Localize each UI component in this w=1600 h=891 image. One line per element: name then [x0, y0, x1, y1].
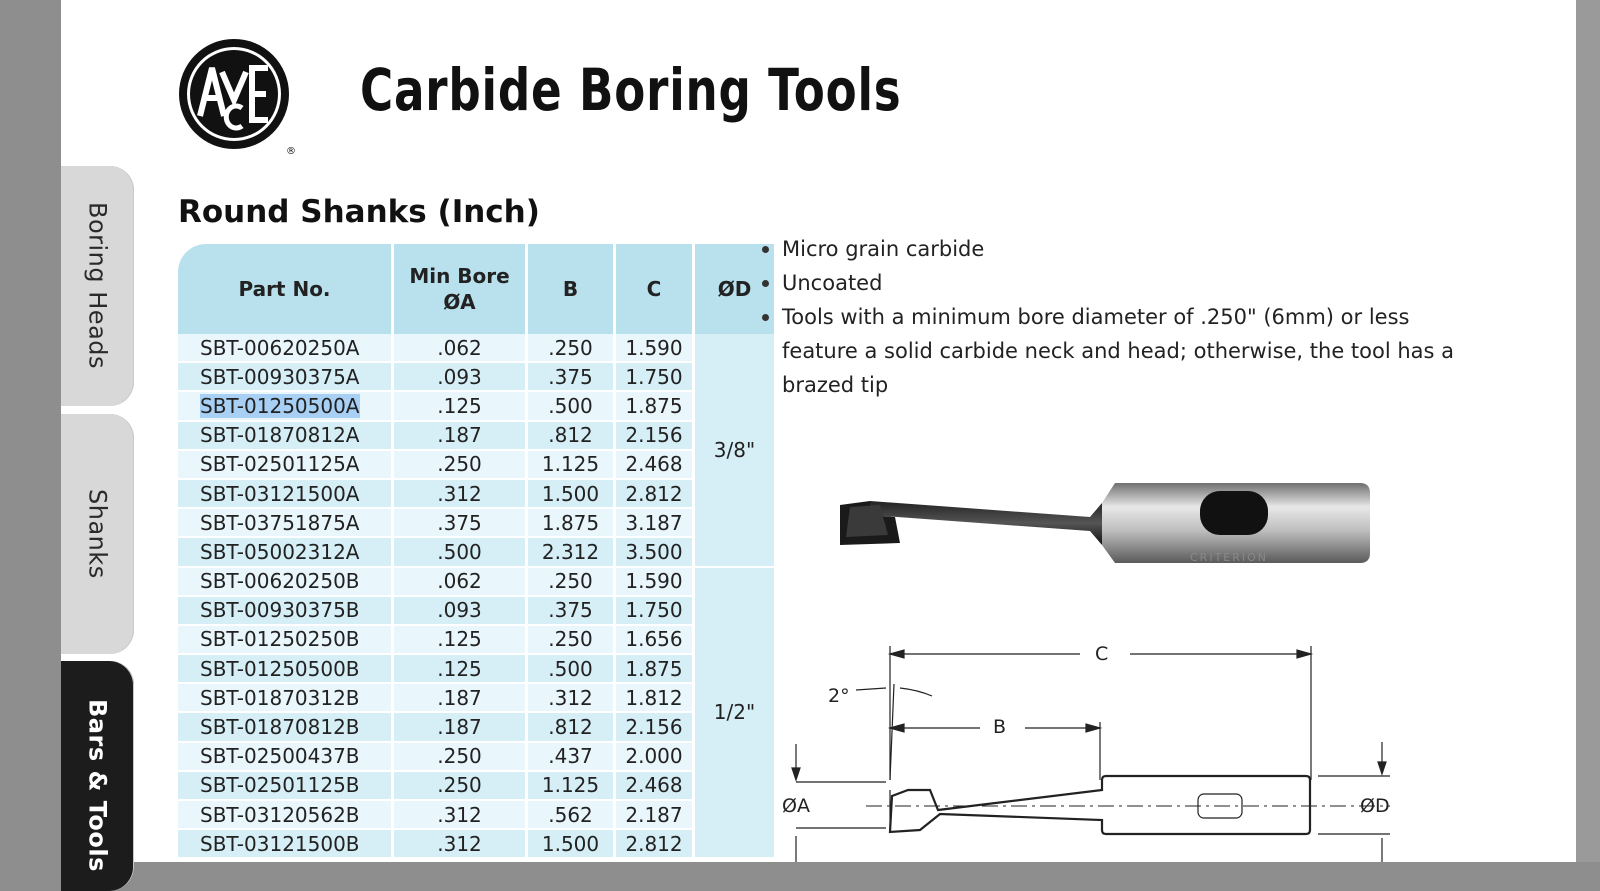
part-number-cell	[178, 451, 394, 480]
part-number-cell	[178, 772, 394, 801]
min-bore-cell	[394, 538, 528, 567]
table-body	[178, 334, 774, 859]
min-bore-cell	[394, 597, 528, 626]
b-cell	[528, 626, 616, 655]
min-bore-cell-text: .093	[437, 598, 482, 623]
b-cell-text: .562	[548, 802, 593, 827]
b-cell	[528, 363, 616, 392]
min-bore-cell-text: .187	[437, 685, 482, 710]
header-min-bore: Min Bore ØA	[394, 244, 528, 334]
table-row	[178, 422, 774, 451]
min-bore-cell-text: .062	[437, 569, 482, 594]
part-number-cell	[178, 655, 394, 684]
table-header-row	[178, 244, 774, 334]
c-cell	[616, 568, 695, 597]
min-bore-cell	[394, 480, 528, 509]
table-row	[178, 480, 774, 509]
b-cell-text: 2.312	[541, 539, 600, 564]
min-bore-cell-text: .250	[437, 744, 482, 769]
c-cell	[616, 334, 695, 363]
b-cell	[528, 801, 616, 830]
min-bore-cell-text: .250	[437, 452, 482, 477]
b-cell	[528, 655, 616, 684]
part-number-cell-text[interactable]: SBT-02501125B	[200, 773, 360, 798]
min-bore-cell-text: .187	[437, 715, 482, 740]
b-cell-text: .812	[548, 715, 593, 740]
min-bore-cell	[394, 655, 528, 684]
min-bore-cell	[394, 568, 528, 597]
tab-label: Bars & Tools	[83, 699, 112, 872]
part-number-cell-text[interactable]: SBT-00620250A	[200, 335, 360, 360]
c-cell	[616, 392, 695, 421]
dim-label-c: C	[1095, 643, 1109, 665]
b-cell-text: .375	[548, 598, 593, 623]
amce-logo	[178, 38, 296, 156]
b-cell	[528, 392, 616, 421]
c-cell	[616, 597, 695, 626]
spec-table	[178, 244, 774, 859]
part-number-cell-text[interactable]: SBT-02501125A	[200, 452, 360, 477]
table-row	[178, 568, 774, 597]
min-bore-cell-text: .312	[437, 831, 482, 856]
min-bore-cell	[394, 830, 528, 859]
dim-label-d: ØD	[1360, 795, 1390, 817]
part-number-cell-text[interactable]: SBT-01250250B	[200, 627, 360, 652]
min-bore-cell-text: .187	[437, 423, 482, 448]
min-bore-cell-text: .093	[437, 364, 482, 389]
b-cell	[528, 684, 616, 713]
part-number-cell-text[interactable]: SBT-02500437B	[200, 744, 360, 769]
min-bore-cell	[394, 509, 528, 538]
b-cell	[528, 830, 616, 859]
part-number-cell-text[interactable]: SBT-03751875A	[200, 510, 360, 535]
table-row	[178, 626, 774, 655]
b-cell-text: .250	[548, 335, 593, 360]
tab-label: Shanks	[83, 489, 112, 579]
c-cell-text: 2.156	[625, 423, 683, 448]
b-cell	[528, 713, 616, 742]
part-number-cell	[178, 509, 394, 538]
feature-item: Tools with a minimum bore diameter of .250" (6mm) or less feature a solid carbide neck and head; otherwise, the tool has a brazed tip	[760, 300, 1480, 402]
c-cell-text: 3.500	[625, 539, 683, 564]
min-bore-cell	[394, 626, 528, 655]
table-row	[178, 392, 774, 421]
c-cell	[616, 480, 695, 509]
b-cell	[528, 480, 616, 509]
b-cell	[528, 743, 616, 772]
part-number-cell	[178, 538, 394, 567]
photo-brand-text: CRITERION	[1190, 551, 1269, 564]
part-number-cell-text[interactable]: SBT-01870312B	[200, 685, 360, 710]
c-cell-text: 1.750	[625, 598, 683, 623]
b-cell	[528, 568, 616, 597]
b-cell-text: .250	[548, 627, 593, 652]
c-cell	[616, 801, 695, 830]
c-cell-text: 2.812	[625, 831, 683, 856]
part-number-cell	[178, 422, 394, 451]
part-number-cell-text[interactable]: SBT-03121500A	[200, 481, 360, 506]
min-bore-cell-text: .125	[437, 656, 482, 681]
c-cell	[616, 655, 695, 684]
min-bore-cell	[394, 422, 528, 451]
dim-label-angle: 2°	[828, 685, 850, 707]
dim-label-b: B	[993, 716, 1007, 738]
b-cell-text: .812	[548, 423, 593, 448]
part-number-cell	[178, 713, 394, 742]
c-cell-text: 1.590	[625, 335, 683, 360]
table-row	[178, 684, 774, 713]
b-cell-text: 1.125	[541, 452, 600, 477]
part-number-cell-text[interactable]: SBT-01250500A	[200, 393, 360, 418]
part-number-cell	[178, 334, 394, 363]
table-row	[178, 772, 774, 801]
c-cell	[616, 422, 695, 451]
table-row	[178, 801, 774, 830]
section-title: Round Shanks (Inch)	[178, 194, 540, 230]
header-od: ØD	[695, 244, 774, 334]
part-number-cell	[178, 626, 394, 655]
feature-item: Uncoated	[760, 266, 1480, 300]
part-number-cell	[178, 801, 394, 830]
feature-item: Micro grain carbide	[760, 232, 1480, 266]
table-row	[178, 830, 774, 859]
c-cell-text: 2.000	[625, 744, 683, 769]
min-bore-cell	[394, 772, 528, 801]
table-row	[178, 538, 774, 567]
min-bore-cell-text: .125	[437, 627, 482, 652]
table-row	[178, 743, 774, 772]
c-cell-text: 1.875	[625, 656, 683, 681]
b-cell	[528, 451, 616, 480]
dimension-drawing	[782, 640, 1440, 862]
tab-boring-heads[interactable]	[61, 166, 134, 406]
c-cell-text: 1.875	[625, 393, 683, 418]
b-cell-text: .312	[548, 685, 593, 710]
table-row	[178, 713, 774, 742]
tool-photo	[840, 475, 1400, 585]
shank-diameter-cell: 1/2"	[695, 568, 774, 860]
shank-diameter-cell: 3/8"	[695, 334, 774, 568]
header-part-no: Part No.	[178, 244, 394, 334]
c-cell	[616, 830, 695, 859]
c-cell	[616, 684, 695, 713]
min-bore-cell-text: .312	[437, 802, 482, 827]
part-number-cell	[178, 480, 394, 509]
b-cell	[528, 597, 616, 626]
b-cell	[528, 538, 616, 567]
c-cell	[616, 713, 695, 742]
c-cell-text: 2.156	[625, 715, 683, 740]
b-cell-text: 1.500	[541, 481, 600, 506]
table-row	[178, 363, 774, 392]
b-cell-text: 1.875	[541, 510, 600, 535]
c-cell-text: 1.750	[625, 364, 683, 389]
table-row	[178, 334, 774, 363]
part-number-cell	[178, 830, 394, 859]
c-cell-text: 2.187	[625, 802, 683, 827]
part-number-cell-text[interactable]: SBT-05002312A	[200, 539, 360, 564]
header-b: B	[528, 244, 616, 334]
min-bore-cell-text: .312	[437, 481, 482, 506]
part-number-cell-text[interactable]: SBT-00620250B	[200, 569, 360, 594]
part-number-cell	[178, 392, 394, 421]
min-bore-cell	[394, 392, 528, 421]
min-bore-cell	[394, 684, 528, 713]
tab-bars-and-tools[interactable]	[61, 661, 134, 891]
part-number-cell-text[interactable]: SBT-03120562B	[200, 802, 360, 827]
c-cell	[616, 626, 695, 655]
b-cell-text: .437	[548, 744, 593, 769]
table-row	[178, 655, 774, 684]
part-number-cell	[178, 743, 394, 772]
b-cell-text: 1.125	[541, 773, 600, 798]
part-number-cell-text[interactable]: SBT-03121500B	[200, 831, 360, 856]
page-title: Carbide Boring Tools	[360, 56, 902, 124]
b-cell-text: .500	[548, 393, 593, 418]
min-bore-cell-text: .500	[437, 539, 482, 564]
min-bore-cell	[394, 451, 528, 480]
min-bore-cell	[394, 334, 528, 363]
tab-label: Boring Heads	[83, 202, 112, 370]
part-number-cell-text[interactable]: SBT-01250500B	[200, 656, 360, 681]
c-cell	[616, 538, 695, 567]
c-cell-text: 2.468	[625, 773, 683, 798]
part-number-cell-text[interactable]: SBT-00930375B	[200, 598, 360, 623]
part-number-cell-text[interactable]: SBT-01870812B	[200, 715, 360, 740]
min-bore-cell	[394, 713, 528, 742]
min-bore-cell-text: .375	[437, 510, 482, 535]
b-cell	[528, 772, 616, 801]
b-cell-text: .250	[548, 569, 593, 594]
dim-label-a: ØA	[782, 795, 810, 817]
min-bore-cell-text: .250	[437, 773, 482, 798]
c-cell-text: 2.812	[625, 481, 683, 506]
b-cell-text: 1.500	[541, 831, 600, 856]
c-cell-text: 1.656	[625, 627, 683, 652]
c-cell-text: 3.187	[625, 510, 683, 535]
c-cell-text: 1.812	[625, 685, 683, 710]
viewer-background-right	[1576, 0, 1600, 862]
header-c: C	[616, 244, 695, 334]
b-cell-text: .500	[548, 656, 593, 681]
min-bore-cell-text: .062	[437, 335, 482, 360]
b-cell	[528, 509, 616, 538]
min-bore-cell	[394, 801, 528, 830]
min-bore-cell-text: .125	[437, 393, 482, 418]
c-cell	[616, 509, 695, 538]
min-bore-cell	[394, 743, 528, 772]
feature-list	[760, 232, 1480, 402]
part-number-cell	[178, 597, 394, 626]
registered-mark: ®	[286, 146, 296, 157]
c-cell-text: 1.590	[625, 569, 683, 594]
part-number-cell-text[interactable]: SBT-00930375A	[200, 364, 360, 389]
part-number-cell	[178, 568, 394, 597]
b-cell	[528, 334, 616, 363]
part-number-cell	[178, 363, 394, 392]
c-cell	[616, 743, 695, 772]
c-cell	[616, 451, 695, 480]
part-number-cell-text[interactable]: SBT-01870812A	[200, 423, 360, 448]
table-row	[178, 597, 774, 626]
c-cell	[616, 772, 695, 801]
tab-shanks[interactable]	[61, 414, 134, 654]
min-bore-cell	[394, 363, 528, 392]
part-number-cell	[178, 684, 394, 713]
table-row	[178, 451, 774, 480]
b-cell	[528, 422, 616, 451]
b-cell-text: .375	[548, 364, 593, 389]
table-row	[178, 509, 774, 538]
c-cell-text: 2.468	[625, 452, 683, 477]
c-cell	[616, 363, 695, 392]
